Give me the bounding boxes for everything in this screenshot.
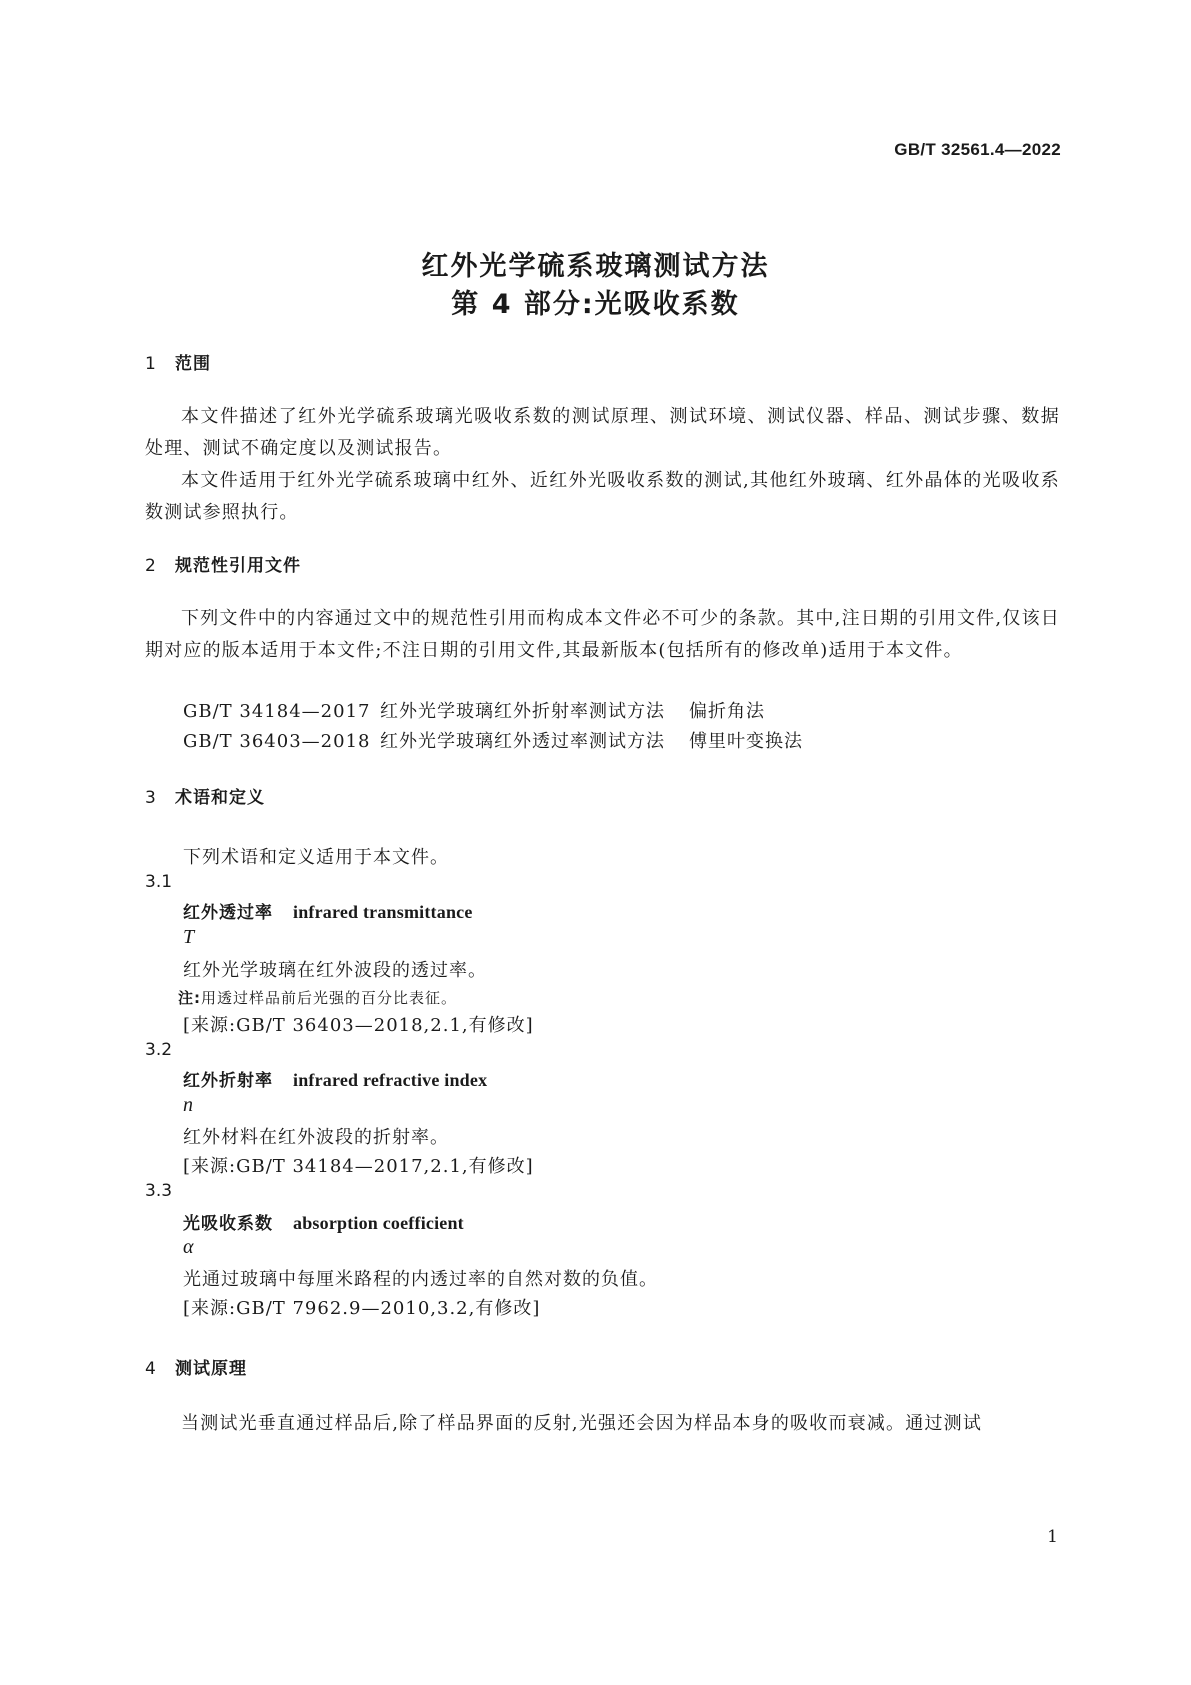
term-name-cn: 光吸收系数 — [183, 1214, 273, 1234]
term-definition: 光通过玻璃中每厘米路程的内透过率的自然对数的负值。 — [183, 1269, 658, 1290]
reference-method: 偏折角法 — [689, 701, 765, 722]
term-symbol: α — [183, 1236, 195, 1258]
document-subtitle: 第 4 部分:光吸收系数 — [451, 289, 740, 320]
reference-title: 红外光学玻璃红外折射率测试方法 — [380, 701, 665, 722]
section-number: 2 — [145, 556, 157, 576]
section-heading-principle — [145, 1354, 247, 1379]
document-title: 红外光学硫系玻璃测试方法 — [421, 251, 770, 282]
reference-code: GB/T 34184—2017 — [183, 701, 371, 722]
paragraph: 本文件适用于红外光学硫系玻璃中红外、近红外光吸收系数的测试,其他红外玻璃、红外晶体的光吸收系数测试参照执行。 — [145, 470, 1060, 523]
section-number: 1 — [145, 354, 157, 374]
term-number: 3.2 — [145, 1040, 173, 1060]
section-title: 范围 — [175, 354, 211, 374]
section-title: 术语和定义 — [175, 788, 265, 808]
term-definition: 红外光学玻璃在红外波段的透过率。 — [183, 960, 487, 981]
reference-item — [183, 727, 803, 753]
reference-title: 红外光学玻璃红外透过率测试方法 — [380, 731, 665, 752]
term-source: [来源:GB/T 7962.9—2010,3.2,有修改] — [183, 1298, 541, 1319]
paragraph: 当测试光垂直通过样品后,除了样品界面的反射,光强还会因为样品本身的吸收而衰减。通过测试 — [181, 1413, 983, 1434]
section-heading-terms — [145, 783, 265, 808]
term-symbol: n — [183, 1094, 194, 1116]
page-number: 1 — [1047, 1527, 1058, 1547]
term-name-cn: 红外折射率 — [183, 1071, 273, 1091]
term-name-en: absorption coefficient — [293, 1213, 464, 1233]
term-number: 3.3 — [145, 1181, 173, 1201]
term-heading — [183, 1209, 464, 1234]
term-source: [来源:GB/T 34184—2017,2.1,有修改] — [183, 1156, 534, 1177]
term-definition: 红外材料在红外波段的折射率。 — [183, 1127, 449, 1148]
term-heading — [183, 1066, 487, 1091]
paragraph: 本文件描述了红外光学硫系玻璃光吸收系数的测试原理、测试环境、测试仪器、样品、测试步骤、数据处理、测试不确定度以及测试报告。 — [145, 406, 1060, 459]
section-number: 4 — [145, 1359, 157, 1379]
note-label: 注: — [178, 989, 201, 1007]
reference-code: GB/T 36403—2018 — [183, 731, 371, 752]
section-title: 规范性引用文件 — [175, 556, 301, 576]
term-symbol: T — [183, 926, 196, 948]
term-name-en: infrared transmittance — [293, 902, 473, 922]
term-name-cn: 红外透过率 — [183, 903, 273, 923]
term-source: [来源:GB/T 36403—2018,2.1,有修改] — [183, 1015, 534, 1036]
term-heading — [183, 898, 473, 923]
section-number: 3 — [145, 788, 157, 808]
note-text: 用透过样品前后光强的百分比表征。 — [201, 989, 458, 1007]
standard-number: GB/T 32561.4—2022 — [894, 140, 1061, 159]
term-name-en: infrared refractive index — [293, 1070, 488, 1090]
term-note — [178, 987, 457, 1008]
paragraph: 下列文件中的内容通过文中的规范性引用而构成本文件必不可少的条款。其中,注日期的引用文件,仅该日期对应的版本适用于本文件;不注日期的引用文件,其最新版本(包括所有的修改单)适用于本文件。 — [145, 608, 1060, 661]
term-number: 3.1 — [145, 872, 173, 892]
reference-method: 傅里叶变换法 — [689, 731, 803, 752]
section-title: 测试原理 — [175, 1359, 247, 1379]
section-heading-scope — [145, 349, 211, 374]
section-heading-normative-references — [145, 551, 301, 576]
reference-item — [183, 697, 765, 723]
terms-intro: 下列术语和定义适用于本文件。 — [183, 847, 449, 868]
